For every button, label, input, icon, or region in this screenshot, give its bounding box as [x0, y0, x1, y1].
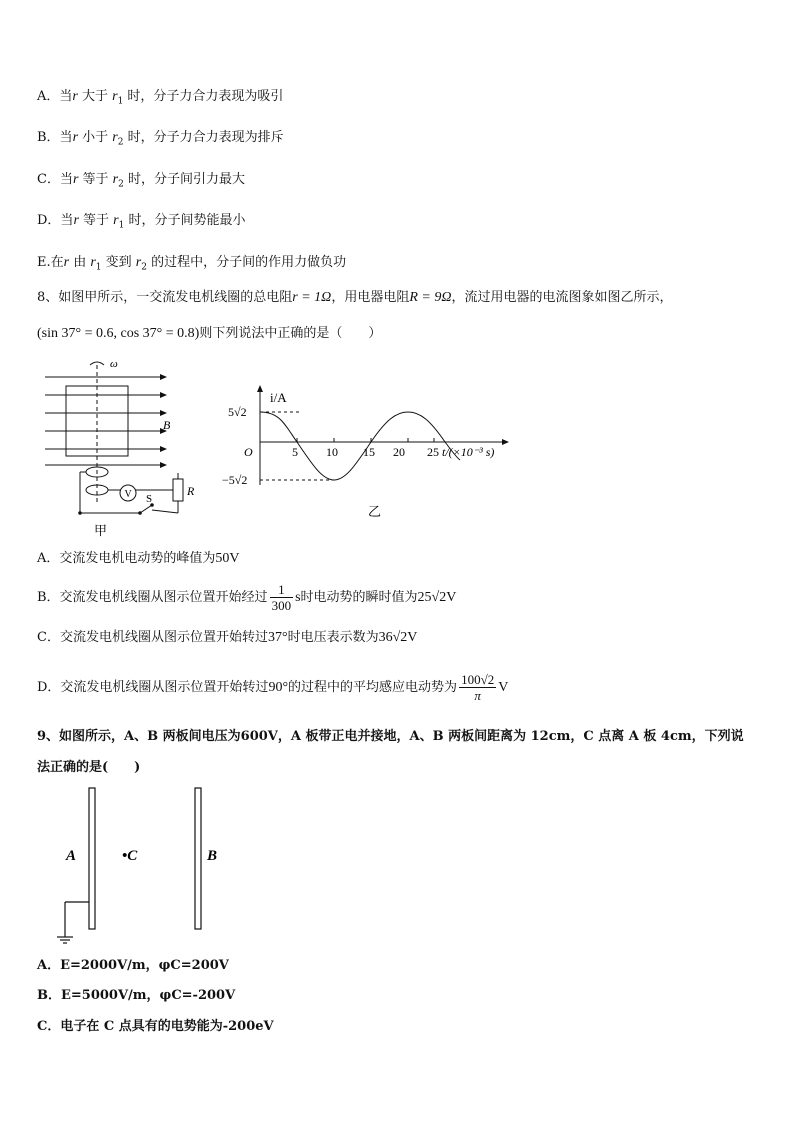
x-tick-15: 15 [363, 445, 375, 459]
q8-stem: 8、如图甲所示，一交流发电机线圈的总电阻r = 1Ω，用电器电阻R = 9Ω，流过用电器的电流图象如图乙所示， [37, 290, 673, 305]
x-tick-25: 25 [427, 445, 439, 459]
q7-option-e: E.在r 由 $r_1$ 变到 $r_2$ 的过程中，分子间的作用力做负功 [37, 255, 347, 273]
q7-option-b: B．当r 小于 $r_2$ 时，分子力合力表现为排斥 [37, 130, 284, 148]
origin-label: O [244, 445, 253, 459]
q7-option-d: D．当r 等于 $r_1$ 时，分子间势能最小 [37, 213, 246, 231]
x-tick-10: 10 [326, 445, 338, 459]
x-tick-20: 20 [393, 445, 405, 459]
plate-a [89, 788, 95, 929]
q8-option-d: D．交流发电机线圈从图示位置开始转过90°的过程中的平均感应电动势为 $\frac{100√2}{\pi}$ V [37, 672, 509, 703]
field-label: B [163, 418, 171, 432]
resistor [173, 479, 183, 501]
q8-figure-yi [222, 385, 512, 525]
x-tick-5: 5 [292, 445, 298, 459]
q9-option-c: C．电子在 C 点具有的电势能为-200eV [37, 1019, 274, 1034]
x-ticks [297, 438, 434, 442]
plate-a-label: A [66, 848, 77, 864]
q8-option-c: C．交流发电机线圈从图示位置开始转过37°时电压表示数为36√2V [37, 630, 418, 645]
x-axis-label: t/(×10⁻³ s) [442, 445, 495, 459]
q8-option-a: A．交流发电机电动势的峰值为50V [37, 551, 240, 566]
q8-option-b: B．交流发电机线圈从图示位置开始经过 $\frac{1}{300}$ s时电动势的瞬时值为25√2V [37, 582, 457, 613]
q8-given: (sin 37° = 0.6, cos 37° = 0.8)则下列说法中正确的是（ ） [37, 326, 382, 341]
q9-option-b: B．E=5000V/m，φC=-200V [37, 988, 236, 1003]
y-bottom-label: −5√2 [222, 473, 248, 487]
point-c-label: •C [122, 848, 138, 864]
q8-figure-jia [40, 355, 200, 540]
q9-option-a: A．E=2000V/m，φC=200V [37, 958, 229, 973]
q7-option-a: A．当r 大于 $r_1$ 时，分子力合力表现为吸引 [37, 89, 284, 107]
plate-b-label: B [207, 848, 218, 864]
fraction-1-300: $\frac{1}{300}$ [271, 582, 292, 613]
figure-caption-yi: 乙 [368, 504, 382, 519]
y-top-label: 5√2 [228, 405, 247, 419]
switch-label: S [146, 493, 153, 505]
q9-stem-line-1: 9、如图所示，A、B 两板间电压为600V，A 板带正电并接地，A、B 两板间距离为 12cm，C 点离 A 板 4cm，下列说 [37, 729, 744, 744]
q7-option-c: C．当r 等于 $r_2$ 时，分子间引力最大 [37, 172, 245, 190]
q9-figure-plates [50, 785, 240, 950]
resistor-label: R [187, 484, 195, 498]
omega-label: ω [110, 358, 118, 370]
figure-caption-jia: 甲 [94, 523, 108, 538]
q9-stem-line-2: 法正确的是( ) [37, 760, 141, 775]
plate-b [195, 788, 201, 929]
voltmeter-label: V [124, 489, 132, 500]
fraction-100root2-pi: $\frac{100√2}{\pi}$ [461, 672, 495, 703]
y-axis-label: i/A [270, 390, 287, 405]
